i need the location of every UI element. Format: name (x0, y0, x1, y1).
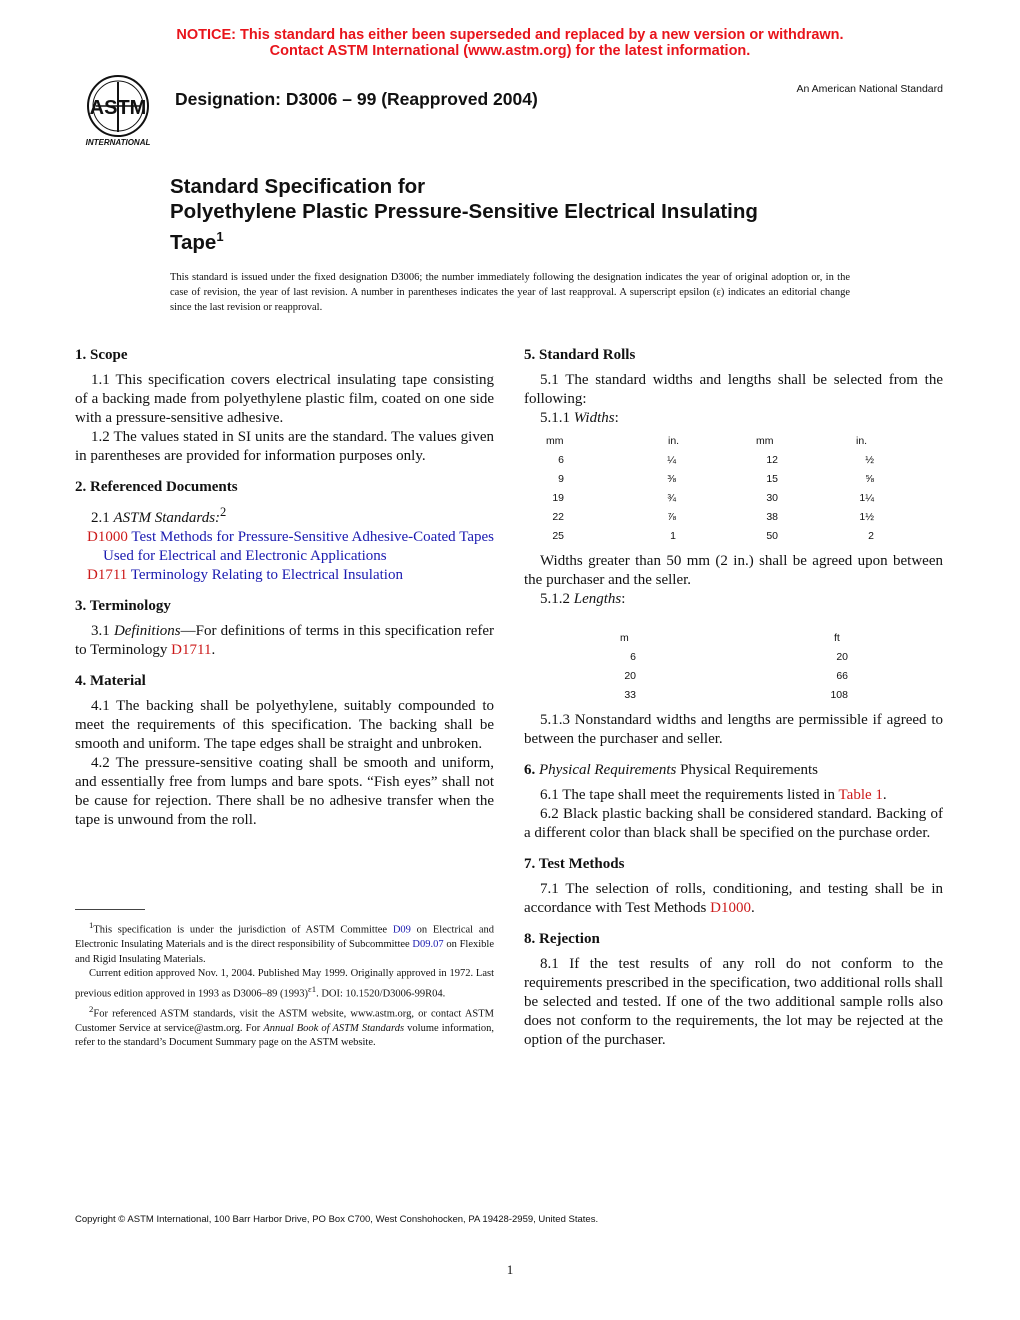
widths-header-mm-2 (688, 432, 800, 451)
ref-d1000-title[interactable]: Test Methods for Pressure-Sensitive Adhesive-Coated Tapes Used for Electrical and Electronic Applications (103, 529, 494, 564)
footnote-2 (75, 1002, 494, 1051)
ref-d1711-code[interactable]: D1711 (87, 567, 128, 583)
footnote-2-a: For referenced ASTM standards, visit the ASTM website, www.astm.org, or contact ASTM Customer Service at service@astm.org. For (75, 1008, 494, 1034)
lengths-header-m (524, 629, 636, 648)
widths-cell-value: 1½ (859, 511, 874, 523)
footnotes (75, 918, 494, 1051)
widths-cell (800, 470, 886, 489)
lengths-table (524, 629, 848, 705)
section-terminology (75, 597, 494, 660)
section-test-methods (524, 855, 943, 918)
footnote-1-a: This specification is under the jurisdiction of ASTM Committee (93, 924, 393, 936)
widths-header-in-1 (586, 432, 688, 451)
rejection-heading: 8. Rejection (524, 931, 600, 947)
widths-cell (688, 470, 800, 489)
widths-cell-value: 19 (552, 492, 564, 504)
title-line-1: Standard Specification for (170, 175, 426, 198)
widths-cell-value: ⅝ (865, 473, 874, 485)
widths-end: : (614, 410, 619, 426)
widths-cell (800, 451, 886, 470)
footnote-2-mark: 2 (89, 1003, 94, 1014)
lengths-row (524, 667, 848, 686)
section-rejection (524, 930, 943, 1050)
document-title (170, 174, 758, 255)
widths-cell-value: 1 (670, 530, 676, 542)
right-column (524, 346, 943, 1062)
physical-p1-end: . (882, 787, 887, 803)
widths-cell (586, 470, 688, 489)
footnote-1-edition-b: . DOI: 10.1520/D3006-99R04. (316, 988, 446, 999)
material-heading: 4. Material (75, 673, 146, 689)
widths-cell (586, 451, 688, 470)
widths-cell-value: 25 (552, 530, 564, 542)
footnote-1-mark: 1 (89, 920, 94, 930)
widths-cell-value: 50 (766, 530, 778, 542)
lengths-cell (524, 667, 636, 686)
widths-cell (524, 451, 586, 470)
test-methods-p1 (524, 880, 943, 918)
lengths-cell-value: 20 (624, 670, 636, 682)
ref-d1711-title[interactable]: Terminology Relating to Electrical Insulation (127, 567, 403, 583)
widths-italic: Widths (573, 410, 615, 426)
widths-cell-value: 15 (766, 473, 778, 485)
widths-header-in-2-text: in. (856, 435, 868, 447)
rolls-p1: 5.1 The standard widths and lengths shall be selected from the following: (524, 372, 943, 407)
ref-d1000-code[interactable]: D1000 (87, 529, 128, 545)
lengths-cell (636, 686, 848, 705)
widths-cell-value: 6 (558, 454, 564, 466)
referenced-p1-prefix: 2.1 (91, 510, 114, 526)
footnote-mark-2: 2 (220, 505, 227, 519)
footnote-2-b: volume information, refer to the standard’s Document Summary page on the ASTM website. (75, 1022, 494, 1048)
lengths-cell-value: 66 (836, 670, 848, 682)
astm-logo (76, 74, 160, 150)
scope-p2: 1.2 The values stated in SI units are the standard. The values given in parentheses are provided for information purposes only. (75, 429, 494, 464)
widths-cell (524, 527, 586, 546)
widths-cell-value: ½ (865, 454, 874, 466)
terminology-heading: 3. Terminology (75, 598, 171, 614)
footnote-2-book-title: Annual Book of ASTM Standards (263, 1022, 405, 1034)
lengths-row (524, 686, 848, 705)
section-standard-rolls (524, 346, 943, 749)
widths-label (524, 409, 943, 428)
lengths-header-m-text: m (620, 632, 629, 644)
rolls-heading: 5. Standard Rolls (524, 347, 636, 363)
link-d1000[interactable]: D1000 (710, 900, 751, 916)
logo-subtitle: INTERNATIONAL (85, 138, 151, 147)
lengths-end: : (621, 591, 626, 607)
terminology-p1 (75, 622, 494, 660)
widths-cell (800, 489, 886, 508)
link-d09[interactable]: D09 (392, 924, 411, 936)
scope-p1: 1.1 This specification covers electrical insulating tape consisting of a backing made from polyethylene plastic film, coated on one side with a pressure-sensitive adhesive. (75, 372, 494, 426)
widths-cell (688, 451, 800, 470)
page-number: 1 (506, 1262, 514, 1277)
widths-header-mm-2-text: mm (756, 435, 774, 447)
footnote-rule (75, 909, 145, 910)
widths-cell (688, 508, 800, 527)
physical-heading-text: Physical Requirements (676, 762, 818, 778)
widths-cell-value: 12 (766, 454, 778, 466)
lengths-header-ft-text: ft (834, 632, 840, 644)
physical-heading (524, 761, 943, 780)
copyright: Copyright © ASTM International, 100 Barr Harbor Drive, PO Box C700, West Conshohocken, PA 19428-2959, United States. (75, 1214, 599, 1225)
widths-header-mm-1 (524, 432, 586, 451)
intro-paragraph: This standard is issued under the fixed designation D3006; the number immediately following the designation indicates the year of original adoption or, in the case of revision, the year of last revision. A number in parentheses indicates the year of last reapproval. A superscript epsilon (ε) indicates an editorial change since the last revision or reapproval. (170, 272, 850, 313)
lengths-cell (524, 648, 636, 667)
lengths-cell-value: 108 (830, 689, 848, 701)
referenced-heading: 2. Referenced Documents (75, 479, 238, 495)
widths-prefix: 5.1.1 (540, 410, 574, 426)
footnote-1-b: on Electrical and Electronic Insulating Materials and is the direct responsibility of Subcommittee (75, 924, 494, 950)
widths-row (524, 508, 886, 527)
terminology-p1-text: —For definitions of terms in this specification refer to Terminology (75, 623, 494, 658)
section-physical-requirements (524, 761, 943, 843)
lengths-italic: Lengths (573, 591, 622, 607)
widths-table (524, 432, 886, 546)
widths-note: Widths greater than 50 mm (2 in.) shall be agreed upon between the purchaser and the seller. (524, 553, 943, 588)
widths-cell-value: 30 (766, 492, 778, 504)
lengths-cell (524, 686, 636, 705)
widths-cell (688, 489, 800, 508)
scope-heading: 1. Scope (75, 347, 128, 363)
definitions-label: Definitions (113, 623, 181, 639)
logo-text: ASTM (89, 97, 147, 119)
left-column (75, 346, 494, 842)
widths-cell (524, 508, 586, 527)
designation: Designation: D3006 – 99 (Reapproved 2004) (175, 89, 538, 109)
widths-cell (800, 508, 886, 527)
lengths-cell-value: 6 (630, 651, 636, 663)
test-methods-p1-end: . (750, 900, 755, 916)
physical-heading-num: 6. (524, 762, 539, 778)
widths-header-in-1-text: in. (668, 435, 680, 447)
lengths-label (524, 590, 943, 609)
rolls-p3: 5.1.3 Nonstandard widths and lengths are permissible if agreed to between the purchaser and seller. (524, 712, 943, 747)
footnote-1-epsilon: ε1 (308, 983, 317, 994)
link-d1711[interactable]: D1711 (171, 642, 212, 658)
widths-cell-value: ¼ (667, 454, 676, 466)
section-material (75, 672, 494, 830)
rejection-p1: 8.1 If the test results of any roll do not conform to the requirements prescribed in the specification, two additional rolls shall be selected and tested. If one of the two additional sample rolls also does not conform to the requirements, the lot may be rejected at the option of the purchaser. (524, 956, 943, 1048)
ref-d1711[interactable] (75, 566, 494, 585)
test-methods-p1-text: 7.1 The selection of rolls, conditioning, and testing shall be in accordance with Test Methods (524, 881, 943, 916)
national-standard-label: An American National Standard (796, 83, 943, 95)
widths-cell-value: 2 (868, 530, 874, 542)
widths-row (524, 527, 886, 546)
physical-heading-italic: Physical Requirements (539, 762, 677, 778)
widths-cell (524, 489, 586, 508)
physical-p1 (524, 786, 943, 805)
footnote-1 (75, 918, 494, 967)
referenced-p1 (75, 503, 494, 528)
widths-row (524, 489, 886, 508)
widths-cell-value: 22 (552, 511, 564, 523)
section-scope (75, 346, 494, 466)
widths-cell-value: 1¼ (859, 492, 874, 504)
footnote-1-c: on Flexible and Rigid Insulating Materials. (75, 939, 494, 965)
notice-line-2: Contact ASTM International (www.astm.org) for the latest information. (269, 43, 751, 59)
widths-cell-value: ⅞ (667, 511, 676, 523)
widths-cell (586, 508, 688, 527)
footnote-1-edition (75, 967, 494, 1002)
widths-header-in-2 (800, 432, 886, 451)
footnote-1-edition-a: Current edition approved Nov. 1, 2004. Published May 1999. Originally approved in 1972. Last previous edition approved in 1993 as D3006–89 (1993) (75, 968, 494, 999)
widths-row (524, 451, 886, 470)
link-d09-07[interactable]: D09.07 (412, 939, 444, 950)
title-line-2: Polyethylene Plastic Pressure-Sensitive Electrical Insulating (170, 200, 758, 223)
lengths-cell (636, 648, 848, 667)
lengths-header-ft (636, 629, 848, 648)
widths-cell (524, 470, 586, 489)
test-methods-heading: 7. Test Methods (524, 856, 625, 872)
lengths-cell (636, 667, 848, 686)
notice-line-1: NOTICE: This standard has either been superseded and replaced by a new version or withdrawn. (176, 27, 844, 43)
terminology-p1-prefix: 3.1 (91, 623, 114, 639)
title-line-3: Tape (170, 230, 217, 254)
widths-cell (800, 527, 886, 546)
terminology-p1-end: . (211, 642, 216, 658)
widths-cell (688, 527, 800, 546)
physical-p1-text: 6.1 The tape shall meet the requirements listed in (540, 787, 839, 803)
widths-cell (586, 527, 688, 546)
lengths-row (524, 648, 848, 667)
astm-standards-label: ASTM Standards: (113, 510, 221, 526)
lengths-cell-value: 20 (836, 651, 848, 663)
lengths-header-row (524, 629, 848, 648)
widths-header-row (524, 432, 886, 451)
link-table-1[interactable]: Table 1 (838, 787, 883, 803)
widths-cell-value: ⅜ (667, 473, 676, 485)
section-referenced-documents (75, 478, 494, 585)
material-p1: 4.1 The backing shall be polyethylene, suitably compounded to meet the requirements of this specification. The backing shall be smooth and uniform. The tape edges shall be straight and unbroken. (75, 698, 494, 752)
physical-p2: 6.2 Black plastic backing shall be considered standard. Backing of a different color than black shall be specified on the purchase order. (524, 806, 943, 841)
lengths-prefix: 5.1.2 (540, 591, 574, 607)
widths-cell (586, 489, 688, 508)
widths-cell-value: ¾ (667, 492, 676, 504)
widths-cell-value: 38 (766, 511, 778, 523)
widths-row (524, 470, 886, 489)
ref-d1000[interactable] (75, 528, 494, 566)
widths-header-mm-1-text: mm (546, 435, 564, 447)
material-p2: 4.2 The pressure-sensitive coating shall be smooth and uniform, and essentially free from lumps and bare spots. “Fish eyes” shall not be cause for rejection. There shall be no adhesive transfer when the tape is unwound from the roll. (75, 755, 494, 828)
widths-cell-value: 9 (558, 473, 564, 485)
title-footnote-mark: 1 (216, 229, 224, 244)
lengths-cell-value: 33 (624, 689, 636, 701)
